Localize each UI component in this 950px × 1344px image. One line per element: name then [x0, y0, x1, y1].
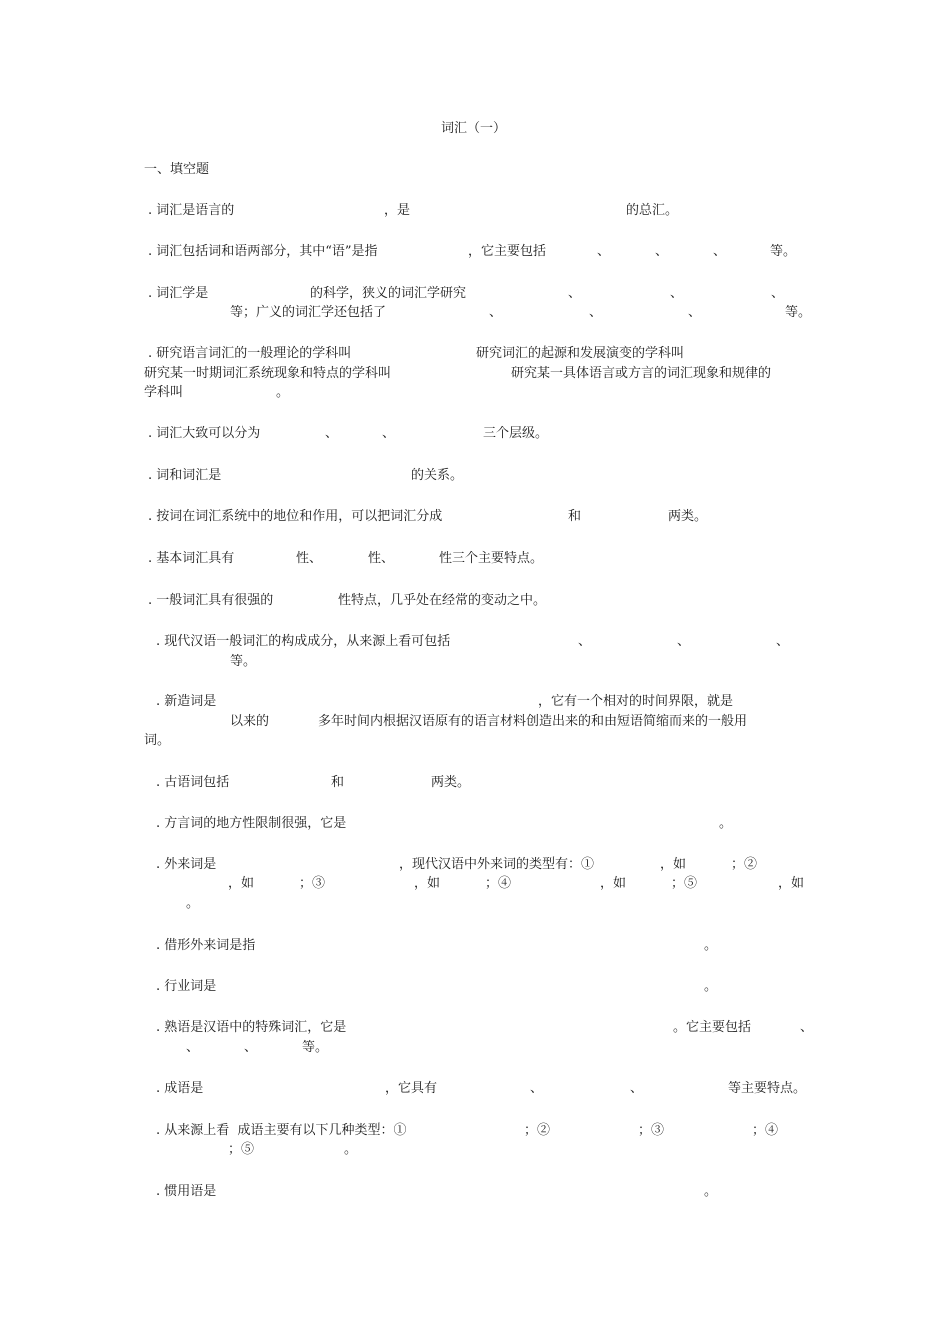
- text-segment: ；③: [638, 1123, 665, 1138]
- text-segment: 等。: [230, 654, 257, 669]
- text-segment: 研究某一具体语言或方言的词汇现象和规律的: [511, 366, 772, 381]
- text-segment: ，它具有: [385, 1081, 438, 1096]
- text-segment: 两类。: [668, 509, 708, 524]
- text-segment: 、: [589, 305, 603, 320]
- text-segment: 、: [325, 426, 339, 441]
- text-segment: . 研究语言词汇的一般理论的学科叫: [148, 346, 352, 361]
- text-segment: 。: [276, 385, 290, 400]
- text-segment: 性三个主要特点。: [439, 551, 544, 566]
- text-segment: 性、: [296, 551, 323, 566]
- text-segment: 。: [719, 816, 733, 831]
- text-segment: 、: [597, 244, 611, 259]
- text-segment: 、: [568, 286, 582, 301]
- text-segment: 以来的: [230, 714, 270, 729]
- text-segment: 、: [530, 1081, 544, 1096]
- text-segment: 学科叫: [144, 385, 184, 400]
- text-segment: 、: [489, 305, 503, 320]
- text-segment: 研究某一时期词汇系统现象和特点的学科叫: [144, 366, 392, 381]
- text-segment: 、: [578, 634, 592, 649]
- page-title: 词汇（一）: [441, 121, 507, 136]
- text-segment: 、: [670, 286, 684, 301]
- text-segment: 两类。: [431, 775, 471, 790]
- text-segment: . 熟语是汉语中的特殊词汇，它是: [156, 1020, 347, 1035]
- text-segment: ，如: [414, 876, 441, 891]
- text-segment: . 词和词汇是: [148, 468, 222, 483]
- text-segment: . 词汇大致可以分为: [148, 426, 261, 441]
- text-segment: ；④: [752, 1123, 779, 1138]
- text-segment: ；⑤: [228, 1142, 255, 1157]
- text-segment: 、: [776, 634, 790, 649]
- text-segment: 的科学，狭义的词汇学研究: [310, 286, 467, 301]
- text-segment: ，它有一个相对的时间界限，就是: [538, 694, 734, 709]
- text-segment: 。: [186, 896, 200, 911]
- text-segment: ，如: [660, 857, 687, 872]
- text-segment: 的关系。: [411, 468, 464, 483]
- text-segment: 等。: [770, 244, 797, 259]
- text-segment: 、: [655, 244, 669, 259]
- text-segment: 等。: [785, 305, 812, 320]
- text-segment: 、: [688, 305, 702, 320]
- text-segment: 性、: [368, 551, 395, 566]
- text-segment: ；④: [485, 876, 512, 891]
- text-segment: ，如: [778, 876, 805, 891]
- text-segment: . 从来源上看 成语主要有以下几种类型：①: [156, 1123, 407, 1138]
- text-segment: 。: [704, 979, 718, 994]
- text-segment: ，如: [600, 876, 627, 891]
- text-segment: . 惯用语是: [156, 1184, 217, 1199]
- text-segment: . 古语词包括: [156, 775, 230, 790]
- section-heading: 一、填空题: [144, 162, 210, 177]
- text-segment: ；③: [299, 876, 326, 891]
- text-segment: . 词汇包括词和语两部分，其中“语”是指: [148, 244, 378, 259]
- text-segment: 、: [244, 1040, 258, 1055]
- text-segment: 三个层级。: [483, 426, 549, 441]
- text-segment: 等；广义的词汇学还包括了: [230, 305, 387, 320]
- text-segment: . 基本词汇具有: [148, 551, 235, 566]
- text-segment: 。: [704, 938, 718, 953]
- text-segment: . 行业词是: [156, 979, 217, 994]
- text-segment: 和: [331, 775, 345, 790]
- text-segment: 等主要特点。: [728, 1081, 807, 1096]
- text-segment: ，如: [228, 876, 255, 891]
- text-segment: 。: [704, 1184, 718, 1199]
- text-segment: . 词汇是语言的: [148, 203, 235, 218]
- text-segment: 的总汇。: [626, 203, 679, 218]
- text-segment: . 按词在词汇系统中的地位和作用，可以把词汇分成: [148, 509, 443, 524]
- text-segment: 、: [186, 1040, 200, 1055]
- text-segment: 、: [771, 286, 785, 301]
- text-segment: . 借形外来词是指: [156, 938, 256, 953]
- text-segment: . 新造词是: [156, 694, 217, 709]
- text-segment: 性特点，几乎处在经常的变动之中。: [338, 593, 547, 608]
- text-segment: . 成语是: [156, 1081, 204, 1096]
- text-segment: 、: [677, 634, 691, 649]
- text-segment: 研究词汇的起源和发展演变的学科叫: [476, 346, 685, 361]
- text-segment: . 现代汉语一般词汇的构成成分，从来源上看可包括: [156, 634, 451, 649]
- text-segment: ；②: [731, 857, 758, 872]
- text-segment: ，它主要包括: [468, 244, 547, 259]
- text-segment: 多年时间内根据汉语原有的语言材料创造出来的和由短语简缩而来的一般用: [318, 714, 748, 729]
- text-segment: 。它主要包括: [673, 1020, 752, 1035]
- text-segment: ，现代汉语中外来词的类型有：①: [399, 857, 595, 872]
- text-segment: 、: [713, 244, 727, 259]
- text-segment: ；⑤: [671, 876, 698, 891]
- text-segment: 、: [630, 1081, 644, 1096]
- text-segment: 等。: [302, 1040, 329, 1055]
- text-segment: 、: [382, 426, 396, 441]
- text-segment: . 方言词的地方性限制很强，它是: [156, 816, 347, 831]
- text-segment: . 一般词汇具有很强的: [148, 593, 274, 608]
- text-segment: ，是: [384, 203, 411, 218]
- text-segment: 。: [344, 1142, 358, 1157]
- text-segment: 、: [800, 1020, 814, 1035]
- text-segment: 和: [568, 509, 582, 524]
- text-segment: . 外来词是: [156, 857, 217, 872]
- text-segment: . 词汇学是: [148, 286, 209, 301]
- text-segment: ；②: [524, 1123, 551, 1138]
- text-segment: 词。: [144, 733, 171, 748]
